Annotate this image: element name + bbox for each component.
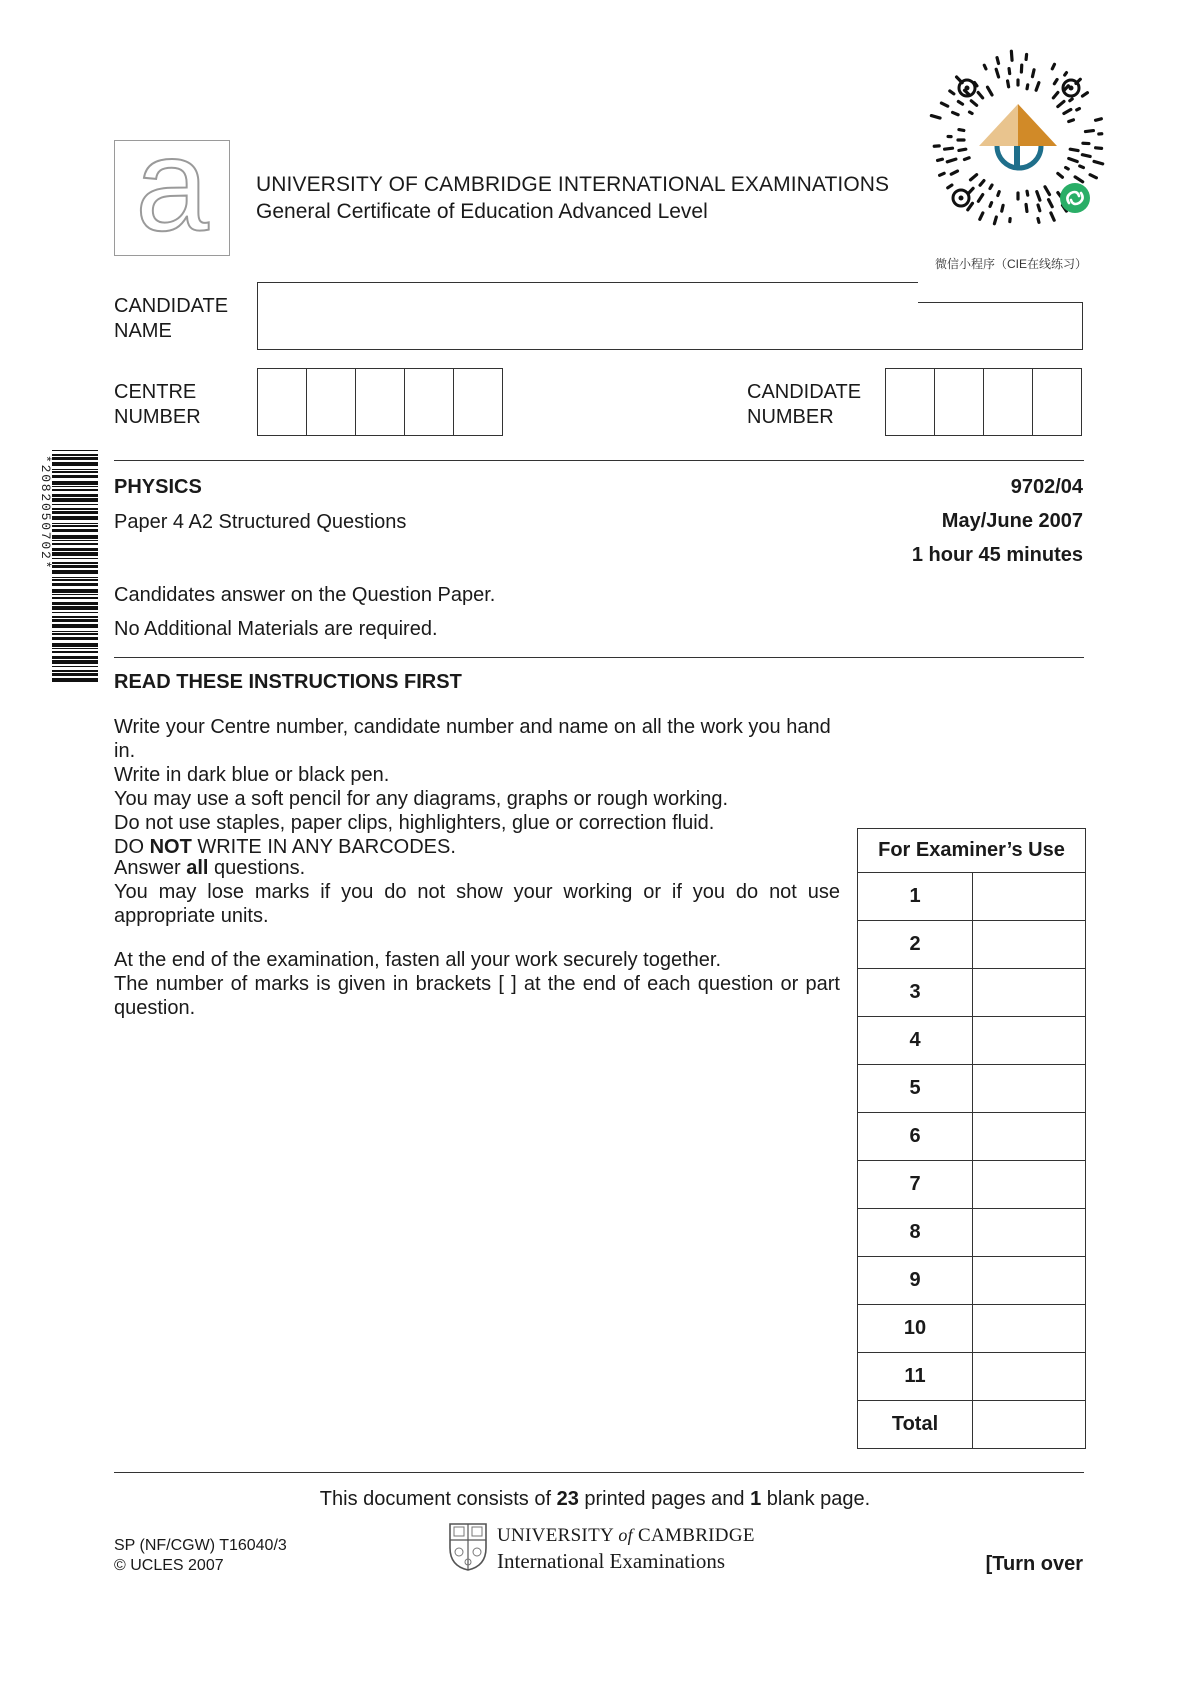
barcode-digits: *2082050702* [38, 455, 53, 571]
candidate-number-digit-box[interactable] [983, 368, 1033, 436]
examiner-use-heading: For Examiner’s Use [858, 829, 1086, 873]
centre-number-digit-box[interactable] [257, 368, 307, 436]
name-box-inner-edge [918, 302, 1083, 303]
question-number: 7 [858, 1161, 973, 1209]
candidate-number-boxes [885, 368, 1082, 436]
exam-board-logo [114, 111, 230, 258]
divider [114, 460, 1084, 461]
exam-session: May/June 2007 [941, 510, 1083, 532]
mark-cell[interactable] [973, 1209, 1086, 1257]
name-box-notch [918, 278, 1088, 302]
instruction-line: At the end of the examination, fasten all your work securely together. [114, 949, 722, 971]
turn-over-note: [Turn over [985, 1553, 1083, 1575]
candidate-number-digit-box[interactable] [885, 368, 935, 436]
candidate-number-label-line-2: NUMBER [747, 406, 834, 428]
question-number: 9 [858, 1257, 973, 1305]
examiner-row [858, 1209, 1086, 1257]
materials-line-1: Candidates answer on the Question Paper. [114, 584, 496, 606]
examiner-row [858, 1401, 1086, 1449]
instructions-block-1 [114, 715, 840, 859]
mark-cell[interactable] [973, 969, 1086, 1017]
examiner-row [858, 1257, 1086, 1305]
candidate-number-label [747, 380, 861, 430]
examiner-row [858, 1113, 1086, 1161]
centre-number-digit-box[interactable] [355, 368, 405, 436]
question-number: 10 [858, 1305, 973, 1353]
mark-cell[interactable] [973, 921, 1086, 969]
examiner-row [858, 1161, 1086, 1209]
candidate-number-label-line-1: CANDIDATE [747, 381, 862, 403]
question-number: 4 [858, 1017, 973, 1065]
examiner-row [858, 873, 1086, 921]
cambridge-crest-icon [448, 1522, 488, 1572]
question-number: 1 [858, 873, 973, 921]
copyright: © UCLES 2007 [114, 1557, 224, 1574]
materials-note [114, 578, 495, 646]
qr-caption: 微信小程序（CIE在线练习） [935, 257, 1088, 271]
institution-title: UNIVERSITY OF CAMBRIDGE INTERNATIONAL EXAMINATIONS [256, 173, 890, 196]
page-count-note: This document consists of 23 printed pages and 1 blank page. [319, 1488, 871, 1510]
question-number: 8 [858, 1209, 973, 1257]
instructions-block-2 [114, 856, 840, 928]
barcode [52, 450, 98, 682]
examiner-row [858, 1305, 1086, 1353]
examiner-use-table [857, 828, 1086, 1449]
footer-divider [114, 1472, 1084, 1473]
candidate-number-digit-box[interactable] [934, 368, 984, 436]
document-reference [114, 1536, 287, 1576]
mark-cell[interactable] [973, 1113, 1086, 1161]
examiner-row [858, 921, 1086, 969]
paper-title: Paper 4 A2 Structured Questions [114, 511, 407, 533]
mark-cell[interactable] [973, 1161, 1086, 1209]
candidate-number-digit-box[interactable] [1032, 368, 1082, 436]
centre-number-digit-box[interactable] [404, 368, 454, 436]
centre-number-digit-box[interactable] [453, 368, 503, 436]
materials-line-2: No Additional Materials are required. [114, 618, 438, 640]
reference-code: SP (NF/CGW) T16040/3 [114, 1537, 287, 1554]
instructions-heading: READ THESE INSTRUCTIONS FIRST [114, 671, 462, 693]
mark-cell[interactable] [973, 1017, 1086, 1065]
question-number: 5 [858, 1065, 973, 1113]
mark-cell[interactable] [973, 1065, 1086, 1113]
mark-cell[interactable] [973, 1401, 1086, 1449]
candidate-name-label-line-1: CANDIDATE [114, 295, 229, 317]
divider [114, 657, 1084, 658]
name-box-right-edge [1082, 302, 1083, 350]
examiner-row [858, 1353, 1086, 1401]
examiner-row [858, 969, 1086, 1017]
paper-code: 9702/04 [1010, 476, 1083, 498]
instruction-line: Write in dark blue or black pen. [114, 764, 390, 786]
centre-number-label-line-1: CENTRE [114, 381, 197, 403]
instruction-line: DO NOT WRITE IN ANY BARCODES. [114, 836, 456, 858]
instruction-line: The number of marks is given in brackets [ ] at the end of each question or part question. [114, 973, 840, 1019]
instruction-line: Do not use staples, paper clips, highlighters, glue or correction fluid. [114, 812, 715, 834]
centre-number-label-line-2: NUMBER [114, 406, 201, 428]
instruction-line: Write your Centre number, candidate number and name on all the work you hand in. [114, 716, 831, 762]
footer-university-name: UNIVERSITY of CAMBRIDGE [497, 1525, 755, 1546]
exam-duration: 1 hour 45 minutes [911, 544, 1083, 566]
qr-code-icon[interactable] [925, 48, 1107, 234]
examiner-row [858, 1065, 1086, 1113]
centre-number-boxes [257, 368, 503, 436]
mark-cell[interactable] [973, 1305, 1086, 1353]
question-number: 2 [858, 921, 973, 969]
candidate-name-label [114, 294, 228, 344]
question-number: 3 [858, 969, 973, 1017]
mark-cell[interactable] [973, 1257, 1086, 1305]
question-number: 11 [858, 1353, 973, 1401]
instruction-line: You may lose marks if you do not show your working or if you do not use appropriate units. [114, 881, 840, 927]
examiner-row [858, 1017, 1086, 1065]
centre-number-digit-box[interactable] [306, 368, 356, 436]
logo-letter: a [135, 111, 209, 258]
footer-board-name: International Examinations [497, 1549, 726, 1573]
instruction-line: Answer all questions. [114, 857, 306, 879]
subject-title: PHYSICS [114, 476, 202, 498]
candidate-name-label-line-2: NAME [114, 320, 172, 342]
instruction-line: You may use a soft pencil for any diagrams, graphs or rough working. [114, 788, 729, 810]
mark-cell[interactable] [973, 873, 1086, 921]
question-number: Total [858, 1401, 973, 1449]
mark-cell[interactable] [973, 1353, 1086, 1401]
question-number: 6 [858, 1113, 973, 1161]
qualification-title: General Certificate of Education Advanced Level [256, 200, 708, 223]
instructions-block-3 [114, 948, 840, 1020]
centre-number-label [114, 380, 201, 430]
